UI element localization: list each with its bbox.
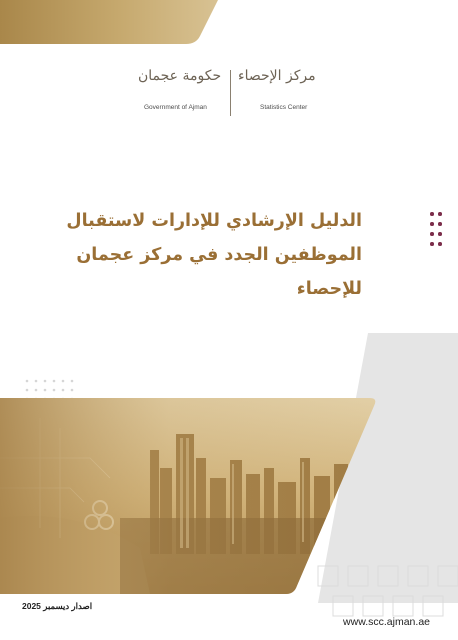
top-gold-band — [0, 0, 220, 46]
document-title — [32, 204, 362, 306]
statistics-center-logo-arabic: مركز الإحصاء — [238, 68, 316, 84]
government-logo-english: Government of Ajman — [144, 104, 207, 111]
title-line-1: الدليل الإرشادي للإدارات لاستقبال — [66, 211, 362, 231]
edition-date: اصدار ديسمبر 2025 — [22, 601, 93, 611]
logo-divider — [230, 70, 231, 116]
title-line-2: الموظفين الجدد في مركز عجمان للإحصاء — [76, 245, 362, 299]
logo-block — [130, 62, 330, 124]
government-logo-arabic: حكومة عجمان — [138, 68, 222, 84]
statistics-center-logo-english: Statistics Center — [260, 104, 308, 111]
website-url[interactable]: www.scc.ajman.ae — [343, 616, 430, 628]
